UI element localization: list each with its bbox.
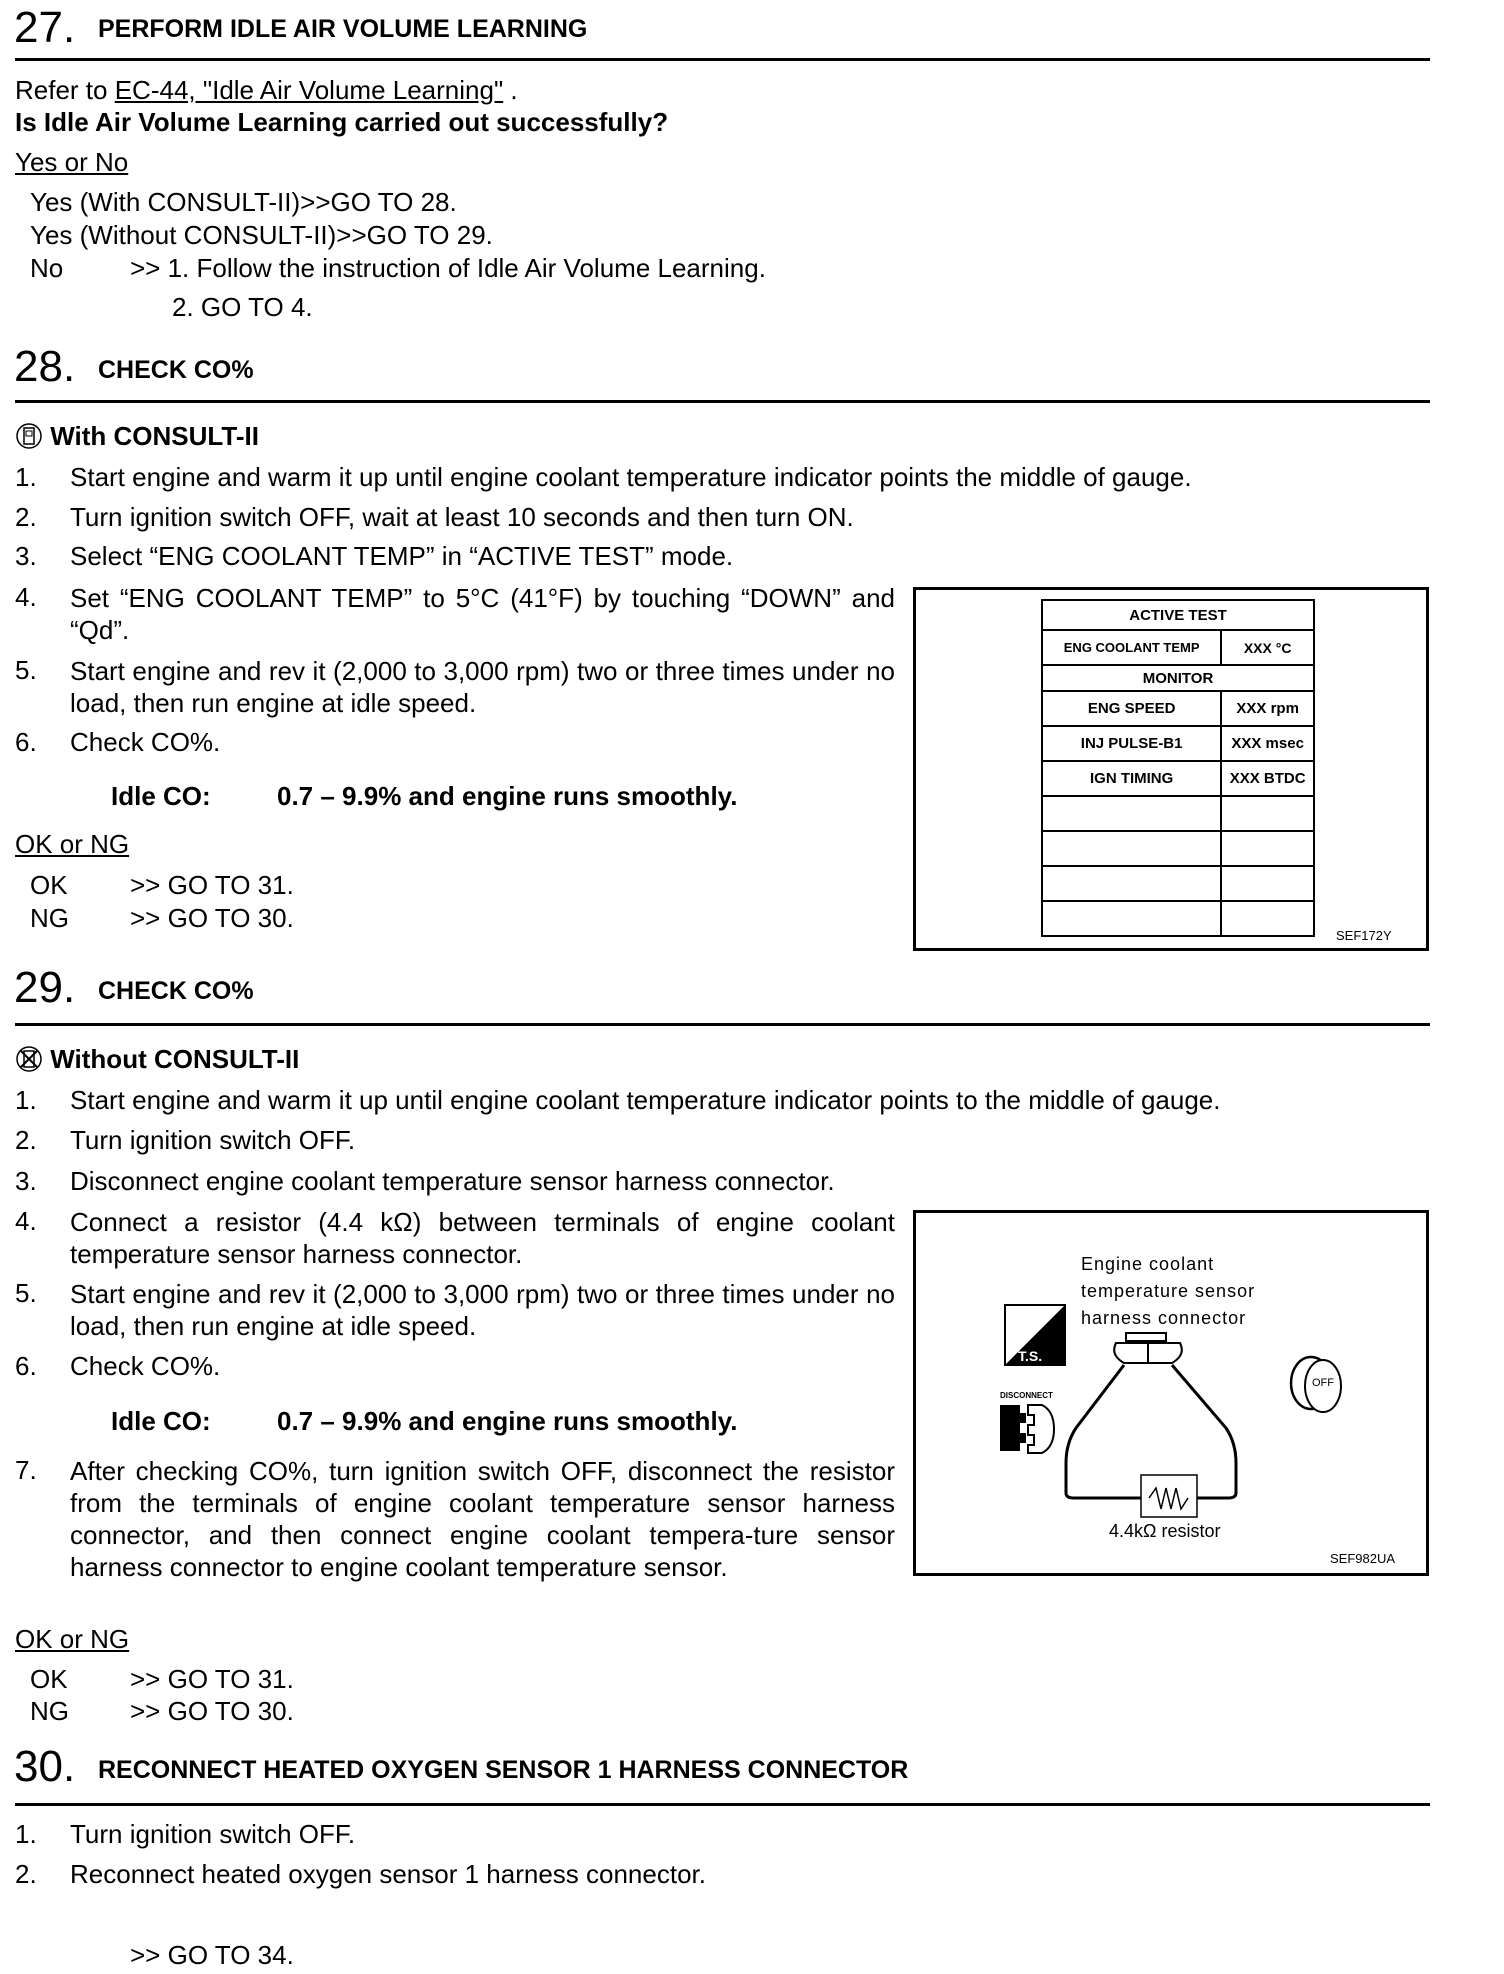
table-cell — [1221, 796, 1314, 831]
reference-link[interactable]: EC-44, "Idle Air Volume Learning" — [114, 75, 504, 105]
step-text: Select “ENG COOLANT TEMP” in “ACTIVE TEST” mode. — [70, 541, 734, 571]
ng-label: NG — [30, 903, 69, 933]
table-cell — [1042, 901, 1221, 936]
table-cell — [1042, 831, 1221, 866]
table-cell: IGN TIMING — [1042, 761, 1221, 796]
caption-line: temperature sensor — [1081, 1281, 1256, 1301]
table-title: ACTIVE TEST — [1042, 600, 1314, 630]
refer-prefix: Refer to — [15, 75, 115, 105]
step-text: Turn ignition switch OFF. — [70, 1819, 356, 1849]
figure-id: SEF172Y — [1336, 928, 1392, 943]
answer-no-label: No — [30, 253, 64, 283]
step-text: Set “ENG COOLANT TEMP” to 5°C (41°F) by touching “DOWN” and “Qd”. — [70, 583, 895, 645]
divider — [15, 400, 1430, 403]
action: >> GO TO 34. — [130, 1940, 294, 1970]
caption-line: Engine coolant — [1081, 1254, 1215, 1274]
connector-icon — [1114, 1333, 1182, 1363]
resistor-label: 4.4kΩ resistor — [1109, 1521, 1221, 1541]
answer-yes-no-consult: Yes (Without CONSULT-II)>>GO TO 29. — [30, 220, 493, 250]
ng-label: NG — [30, 1696, 69, 1726]
ng-action: >> GO TO 30. — [130, 1696, 294, 1726]
ok-label: OK — [30, 870, 68, 900]
step-number: 1. — [15, 1819, 37, 1849]
figure-id: SEF982UA — [1330, 1551, 1396, 1566]
active-test-table — [1041, 599, 1315, 937]
ng-action: >> GO TO 30. — [130, 903, 294, 933]
divider — [15, 1803, 1430, 1806]
resistor-figure — [913, 1210, 1429, 1576]
step-number: 6. — [15, 1351, 37, 1381]
divider — [15, 58, 1430, 61]
spec-value: 0.7 – 9.9% and engine runs smoothly. — [277, 1406, 738, 1436]
table-cell — [1221, 866, 1314, 901]
spec-value: 0.7 – 9.9% and engine runs smoothly. — [277, 781, 738, 811]
table-title: MONITOR — [1042, 665, 1314, 691]
step-number: 1. — [15, 462, 37, 492]
section-30-title: RECONNECT HEATED OXYGEN SENSOR 1 HARNESS CONNECTOR — [98, 1756, 909, 1784]
step-number: 4. — [15, 582, 37, 612]
active-test-figure — [913, 587, 1429, 951]
ok-action: >> GO TO 31. — [130, 1664, 294, 1694]
step-number: 2. — [15, 1125, 37, 1155]
section-30-number: 30. — [14, 1742, 76, 1791]
disconnect-label: DISCONNECT — [1000, 1391, 1053, 1400]
spec-label: Idle CO: — [111, 781, 211, 811]
answer-yes-consult: Yes (With CONSULT-II)>>GO TO 28. — [30, 187, 457, 217]
section-29-title: CHECK CO% — [98, 977, 254, 1005]
section-28-title: CHECK CO% — [98, 356, 254, 384]
step-text: Start engine and warm it up until engine coolant temperature indicator points the middle of gauge. — [70, 462, 1192, 492]
table-cell — [1042, 866, 1221, 901]
table-cell: XXX rpm — [1221, 691, 1314, 726]
refer-line — [15, 75, 518, 105]
step-text: Disconnect engine coolant temperature sensor harness connector. — [70, 1166, 835, 1196]
step-text: After checking CO%, turn ignition switch OFF, disconnect the resistor from the terminals of engine coolant temperature sensor harness connector, and then connect engine coolant tempera-ture sensor harness connector to engine coolant temperature sensor. — [70, 1456, 895, 1582]
mode-label: Without CONSULT-II — [50, 1044, 300, 1074]
step-text: Check CO%. — [70, 1351, 221, 1381]
table-cell — [1221, 831, 1314, 866]
step-text: Start engine and rev it (2,000 to 3,000 rpm) two or three times under no load, then run engine at idle speed. — [70, 656, 895, 718]
step-text: Turn ignition switch OFF. — [70, 1125, 356, 1155]
spec-label: Idle CO: — [111, 1406, 211, 1436]
answer-label: Yes or No — [15, 147, 129, 177]
table-cell: XXX °C — [1221, 630, 1314, 665]
step-number: 7. — [15, 1455, 37, 1485]
step-number: 5. — [15, 655, 37, 685]
section-28-number: 28. — [14, 342, 76, 391]
step-text: Reconnect heated oxygen sensor 1 harness connector. — [70, 1859, 706, 1889]
table-cell: XXX msec — [1221, 726, 1314, 761]
step-number: 3. — [15, 1166, 37, 1196]
mode-without-consult — [15, 1044, 299, 1074]
caption-line: harness connector — [1081, 1308, 1247, 1328]
step-number: 3. — [15, 541, 37, 571]
step-number: 5. — [15, 1278, 37, 1308]
ok-action: >> GO TO 31. — [130, 870, 294, 900]
result-label: OK or NG — [15, 1624, 130, 1654]
section-29-number: 29. — [14, 963, 76, 1012]
section-27-number: 27. — [14, 3, 76, 52]
disconnect-icon — [1000, 1405, 1054, 1453]
refer-suffix: . — [503, 75, 518, 105]
step-number: 2. — [15, 502, 37, 532]
resistor-icon — [1141, 1475, 1197, 1517]
step-number: 2. — [15, 1859, 37, 1889]
table-cell — [1221, 901, 1314, 936]
result-label: OK or NG — [15, 829, 130, 859]
mode-label: With CONSULT-II — [50, 421, 259, 451]
wiring-diagram — [916, 1213, 1426, 1573]
consult-tool-icon — [15, 422, 43, 450]
table-cell — [1042, 796, 1221, 831]
off-label: OFF — [1312, 1377, 1334, 1389]
mode-with-consult — [15, 421, 259, 451]
table-cell: ENG SPEED — [1042, 691, 1221, 726]
step-text: Connect a resistor (4.4 kΩ) between terminals of engine coolant temperature sensor harness connector. — [70, 1207, 895, 1269]
step-text: Check CO%. — [70, 727, 221, 757]
step-number: 6. — [15, 727, 37, 757]
step-text: Start engine and warm it up until engine coolant temperature indicator points to the middle of gauge. — [70, 1085, 1221, 1115]
wire — [1066, 1365, 1141, 1498]
section-27-title: PERFORM IDLE AIR VOLUME LEARNING — [98, 15, 588, 43]
step-number: 1. — [15, 1085, 37, 1115]
table-cell: INJ PULSE-B1 — [1042, 726, 1221, 761]
answer-no-step1: >> 1. Follow the instruction of Idle Air Volume Learning. — [130, 253, 766, 283]
ok-label: OK — [30, 1664, 68, 1694]
question: Is Idle Air Volume Learning carried out successfully? — [15, 107, 669, 137]
ts-label: T.S. — [1018, 1348, 1043, 1364]
step-number: 4. — [15, 1206, 37, 1236]
no-consult-icon — [15, 1045, 43, 1073]
step-text: Turn ignition switch OFF, wait at least 10 seconds and then turn ON. — [70, 502, 854, 532]
table-cell: XXX BTDC — [1221, 761, 1314, 796]
divider — [15, 1023, 1430, 1026]
table-cell: ENG COOLANT TEMP — [1042, 630, 1221, 665]
step-text: Start engine and rev it (2,000 to 3,000 rpm) two or three times under no load, then run engine at idle speed. — [70, 1279, 895, 1341]
answer-no-step2: 2. GO TO 4. — [172, 292, 313, 322]
